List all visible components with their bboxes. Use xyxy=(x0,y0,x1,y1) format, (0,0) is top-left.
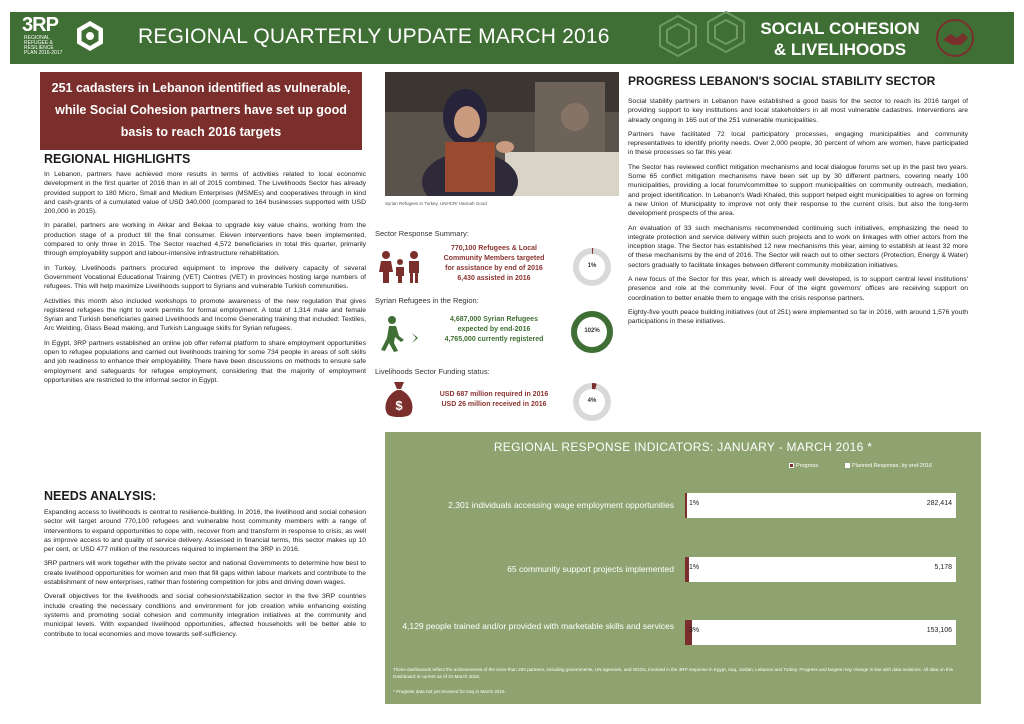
needs-analysis-heading: NEEDS ANALYSIS: xyxy=(44,489,157,503)
progress-paragraph: The Sector has reviewed conflict mitigation mechanisms and local dialogue forums set up in the past two years. Some 65 conflict mitigation mechanisms have been set up by 30 different partners, covering nearly 100 municipalities, providing a local forum/committee to support municipalities on community outreach, mediation, and project identification. In Lebanon's Wadi Khaled, this support helped eight municipalities to agree on forming a new Union of Municipality to improve not only their response to the current crisis, but also the long-term development prospects of the area. xyxy=(628,163,968,218)
headline-box: 251 cadasters in Lebanon identified as vulnerable, while Social Cohesion partners have set up good basis to reach 2016 targets xyxy=(40,72,362,150)
sector-response-stats xyxy=(424,244,564,284)
sector-response-line4: 6,430 assisted in 2016 xyxy=(457,275,531,282)
progress-paragraph: Partners have facilitated 72 local participatory processes, engaging municipalities and community representatives to identify priority needs. Over 2,000 people, 30 percent of whom are women, have participated in these processes so far this year. xyxy=(628,130,968,157)
indicator-total: 282,414 xyxy=(926,500,952,507)
legend-progress-swatch xyxy=(789,463,794,468)
progress-paragraph: Eighty-five youth peace building initiatives (out of 251) were implemented so far in 2016, with around 1,576 youth participations in these initiatives. xyxy=(628,308,968,326)
funding-pct: 4% xyxy=(587,398,597,404)
hexagon-logo-icon xyxy=(74,20,106,52)
progress-paragraph: Social stability partners in Lebanon have established a good basis for the sector to reach its 2016 target of providing support to key institutions and local stakeholders in all most vulnerable cadastres. Interventions are already ongoing in 165 out of the 251 vulnerable municipalities. xyxy=(628,98,968,124)
highlight-paragraph: In Egypt, 3RP partners established an online job offer referral platform to share employment opportunities open to refugee populations and carried out livelihoods training for some 734 people in areas of soft skills and job readiness to enhance their employability. There have been discussions on methods to ensure safe employment and safeguards for refugee employment, considering that the majority of employment opportunities are restricted to the informal sector in Egypt. xyxy=(44,339,366,384)
family-icon xyxy=(378,250,422,284)
syrian-refugees-line3: 4,765,000 currently registered xyxy=(444,336,544,343)
indicator-pct: 1% xyxy=(689,564,700,571)
needs-paragraph: Overall objectives for the livelihoods and social cohesion/stabilization sector in the five 3RP countries include creating the necessary conditions and environment for job creation while enhancing existing systems and promoting social cohesion and community integration initiatives at the community and municipal levels. With expanded livelihood opportunities, affected households will be better able to contribute to local economies and move towards self-sufficiency. xyxy=(44,593,366,638)
syrian-refugees-line1: 4,687,000 Syrian Refugees xyxy=(450,316,538,323)
section-title xyxy=(750,18,930,60)
section-title-line2: & LIVELIHOODS xyxy=(773,40,907,59)
indicator-label: 4,129 people trained and/or provided with marketable skills and services xyxy=(402,621,674,631)
sector-response-line3: for assistance by end of 2016 xyxy=(445,265,543,272)
sector-response-line1: 770,100 Refugees & Local xyxy=(451,245,537,252)
funding-line2: USD 26 million received in 2016 xyxy=(441,401,547,408)
indicator-label: 65 community support projects implemented xyxy=(507,564,674,574)
indicators-title: REGIONAL RESPONSE INDICATORS: JANUARY - MARCH 2016 * xyxy=(493,440,873,454)
indicator-pct: 1% xyxy=(689,500,700,507)
sector-response-label: Sector Response Summary: xyxy=(375,229,469,238)
funding-stats xyxy=(424,390,564,410)
legend-planned-label: Planned Response, by end-2016 xyxy=(852,463,933,469)
header-banner xyxy=(10,12,1014,64)
indicator-bar xyxy=(685,493,956,518)
indicator-total: 153,106 xyxy=(926,627,952,634)
photo-caption: Syrian Refugees in Turkey, UNHCR/ Hannah Good xyxy=(385,201,487,206)
legend-planned xyxy=(845,463,932,469)
regional-highlights-heading: REGIONAL HIGHLIGHTS xyxy=(44,152,191,166)
legend-planned-swatch xyxy=(845,463,850,468)
3rp-logo xyxy=(22,16,132,60)
highlight-paragraph: Activities this month also included workshops to promote awareness of the new regulation that gives registered refugees the right to work permits for formal employment. A total of 1,314 male and female Syrian and Turkish beneficiaries gained Livelihoods and Income Generating training that included: Textiles, Arc Welding, Glass Bead making, and Turkish Language skills for Syrian refugees. xyxy=(44,297,366,333)
refugee-photo xyxy=(385,72,619,196)
photo-illustration xyxy=(385,72,619,196)
funding-line1: USD 687 million required in 2016 xyxy=(439,391,549,398)
syrian-refugees-line2: expected by end-2016 xyxy=(457,326,531,333)
syrian-refugees-label: Syrian Refugees in the Region: xyxy=(375,296,479,305)
page-title: REGIONAL QUARTERLY UPDATE MARCH 2016 xyxy=(138,25,610,48)
syrian-refugees-pct: 102% xyxy=(584,328,600,334)
indicators-footnote: * Progress data not yet received for Iraq in March 2016. xyxy=(393,689,506,694)
highlight-paragraph: In Turkey, Livelihoods partners procured equipment to improve the delivery capacity of several Government Vocational Educational Training (VET) Centres (VET) in provinces hosting large numbers of refugees. This will help maximize Livelihoods support to Syrians and vulnerable Turkish communities. xyxy=(44,264,366,291)
handshake-icon xyxy=(935,18,975,58)
progress-paragraph: An evaluation of 33 such mechanisms recommended continuing such initiatives, emphasizing the need to integrate protection and service delivery within such projects and to work on linkages with other actors from the inception stage. The Sector has established 12 new mechanisms this year, aiming to establish at least 32 more of these mechanisms by the end of 2016. The Sector will reach out to other sectors (Protection, Energy & Water) sectors gradually to facilitate linkages between different community mobilization initiatives. xyxy=(628,224,968,269)
regional-highlights-text xyxy=(44,170,366,390)
indicator-bar-fill xyxy=(685,557,689,582)
logo-main-text: 3RP xyxy=(22,14,58,36)
indicator-bar xyxy=(685,557,956,582)
needs-analysis-text xyxy=(44,508,366,644)
money-bag-icon xyxy=(384,380,414,418)
sector-response-pct: 1% xyxy=(587,263,597,269)
sector-response-line2: Community Members targeted xyxy=(443,255,545,262)
needs-paragraph: Expanding access to livelihoods is central to resilience-building. In 2016, the livelihood and social cohesion sector will target around 770,100 refugees and vulnerable host community members with a range of interventions to expand opportunities to cope with, recover from and transform in response to crisis, as well as improve access to and quality of service delivery. Assessed in financial terms, this sector makes up 10 per cent, or USD 477 million of the resources required to implement the 3RP in 2016. xyxy=(44,509,366,554)
indicator-bar xyxy=(685,620,956,645)
highlight-paragraph: In parallel, partners are working in Akkar and Bekaa to upgrade key value chains, working from the production stage of a product till the final consumer. Eleven interventions have been implemented, compared to only three in 2015. The Sector reached 4,572 beneficiaries in total this quarter, primarily through employability support and labour-intensive infrastructure rehabilitation. xyxy=(44,222,366,258)
syrian-refugees-stats xyxy=(424,315,564,345)
section-title-line1: SOCIAL COHESION xyxy=(760,19,920,38)
indicator-bar-fill xyxy=(685,493,687,518)
highlight-paragraph: In Lebanon, partners have achieved more results in terms of activities related to local economic development in the first quarter of 2016 than in all of 2015 combined. The Livelihoods Sector has already provided support to 180 Micro, Small and Medium Enterprises (MSMEs) and cooperatives through in kind and cash-grants of a cumulated value of USD 340,000 (compared to 164 businesses supported with USD 200,000 in 2015). xyxy=(44,171,366,216)
indicator-label: 2,301 individuals accessing wage employment opportunities xyxy=(448,500,674,510)
progress-lebanon-text xyxy=(628,97,968,332)
indicator-pct: 3% xyxy=(689,627,700,634)
walking-person-icon xyxy=(380,316,420,352)
progress-lebanon-heading: PROGRESS LEBANON'S SOCIAL STABILITY SECTOR xyxy=(628,74,936,88)
logo-sub-text: REGIONAL REFUGEE & RESILIENCE PLAN 2016-2017 xyxy=(24,35,63,56)
indicators-note: These dashboards reflect the achievements of the more than 200 partners, including governments, UN agencies, and NGOs, involved in the 3RP response in Egypt, Iraq, Jordan, Lebanon and Turkey. Progress and targets may change in line with data revisions. All data on this Dashboard is current as of 31 March 2016. xyxy=(393,667,954,679)
indicators-panel xyxy=(385,432,981,704)
indicator-total: 5,178 xyxy=(934,564,952,571)
funding-label: Livelihoods Sector Funding status: xyxy=(375,367,490,376)
legend-progress-label: Progress xyxy=(796,463,819,469)
needs-paragraph: 3RP partners will work together with the private sector and national Governments to determine how best to create livelihood opportunities for women and men that fill gaps within labour markets and contribute to the establishment of new enterprises, rather than fostering competition for jobs and driving down wages. xyxy=(44,560,366,587)
progress-paragraph: A new focus of the Sector for this year, which is already well developed, is to support central level institutions' presence and role at the community level. Four of the eight governors' offices are receiving support on coordination to better enable them to engage with the crisis response partners. xyxy=(628,276,968,302)
svg-text:$: $ xyxy=(395,398,403,413)
legend-progress xyxy=(789,463,818,469)
